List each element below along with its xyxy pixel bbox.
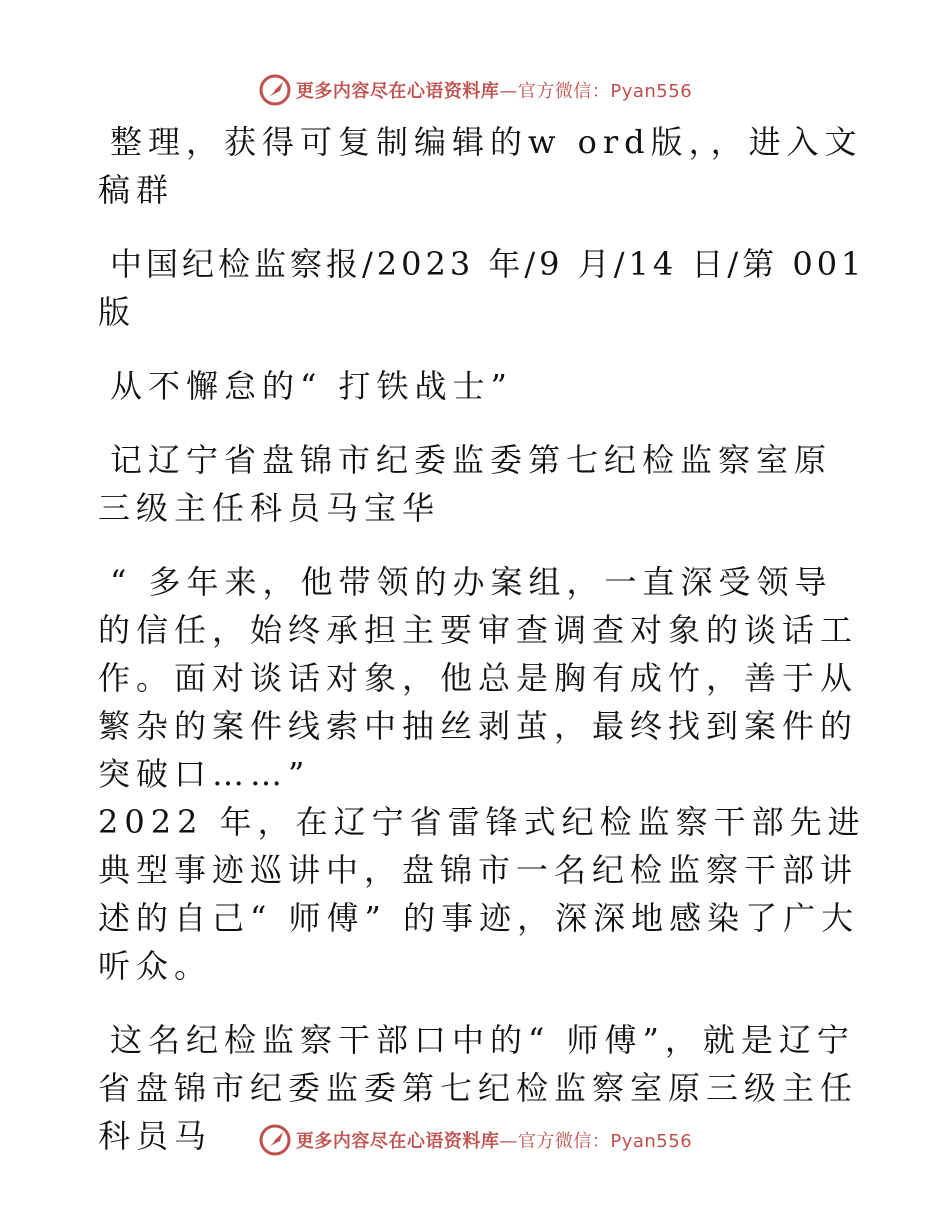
quill-logo-icon	[258, 73, 292, 107]
watermark-wechat-label: 官方微信：	[517, 81, 611, 102]
watermark-site: 更多内容尽在心语资料库	[295, 81, 500, 102]
watermark-text	[296, 1127, 692, 1153]
watermark-wechat-label: 官方微信：	[517, 1131, 611, 1152]
paragraph-source: 中国纪检监察报/2023 年/9 月/14 日/第 001 版	[98, 245, 866, 331]
quill-logo-icon	[258, 1123, 292, 1157]
paragraph-intro: 整理，获得可复制编辑的w ord版，，进入文稿群	[98, 123, 863, 209]
article-subtitle: 记辽宁省盘锦市纪委监委第七纪检监察室原三级主任科员马宝华	[98, 441, 833, 527]
paragraph-quote: “ 多年来，他带领的办案组，一直深受领导的信任，始终承担主要审查调查对象的谈话工作。面对谈话对象，他总是胸有成竹，善于从繁杂的案件线索中抽丝剥茧，最终找到案件的突破口……”	[98, 563, 859, 793]
watermark-text	[296, 77, 692, 103]
watermark-separator: —	[499, 1131, 518, 1152]
watermark-site: 更多内容尽在心语资料库	[295, 1131, 500, 1152]
watermark-wechat-id: Pyan556	[610, 81, 693, 102]
footer-watermark	[0, 1118, 950, 1162]
watermark-wechat-id: Pyan556	[610, 1131, 693, 1152]
paragraph-event: 2022 年，在辽宁省雷锋式纪检监察干部先进典型事迹巡讲中，盘锦市一名纪检监察干部讲述的自己“ 师傅” 的事迹，深深地感染了广大听众。	[98, 803, 866, 985]
header-watermark	[0, 68, 950, 112]
article-title: 从不懈怠的“ 打铁战士”	[110, 367, 513, 405]
watermark-separator: —	[499, 81, 518, 102]
paragraph-master: 这名纪检监察干部口中的“ 师傅”，就是辽宁省盘锦市纪委监委第七纪检监察室原三级主任科员马	[98, 1021, 859, 1155]
document-body	[98, 118, 868, 1186]
